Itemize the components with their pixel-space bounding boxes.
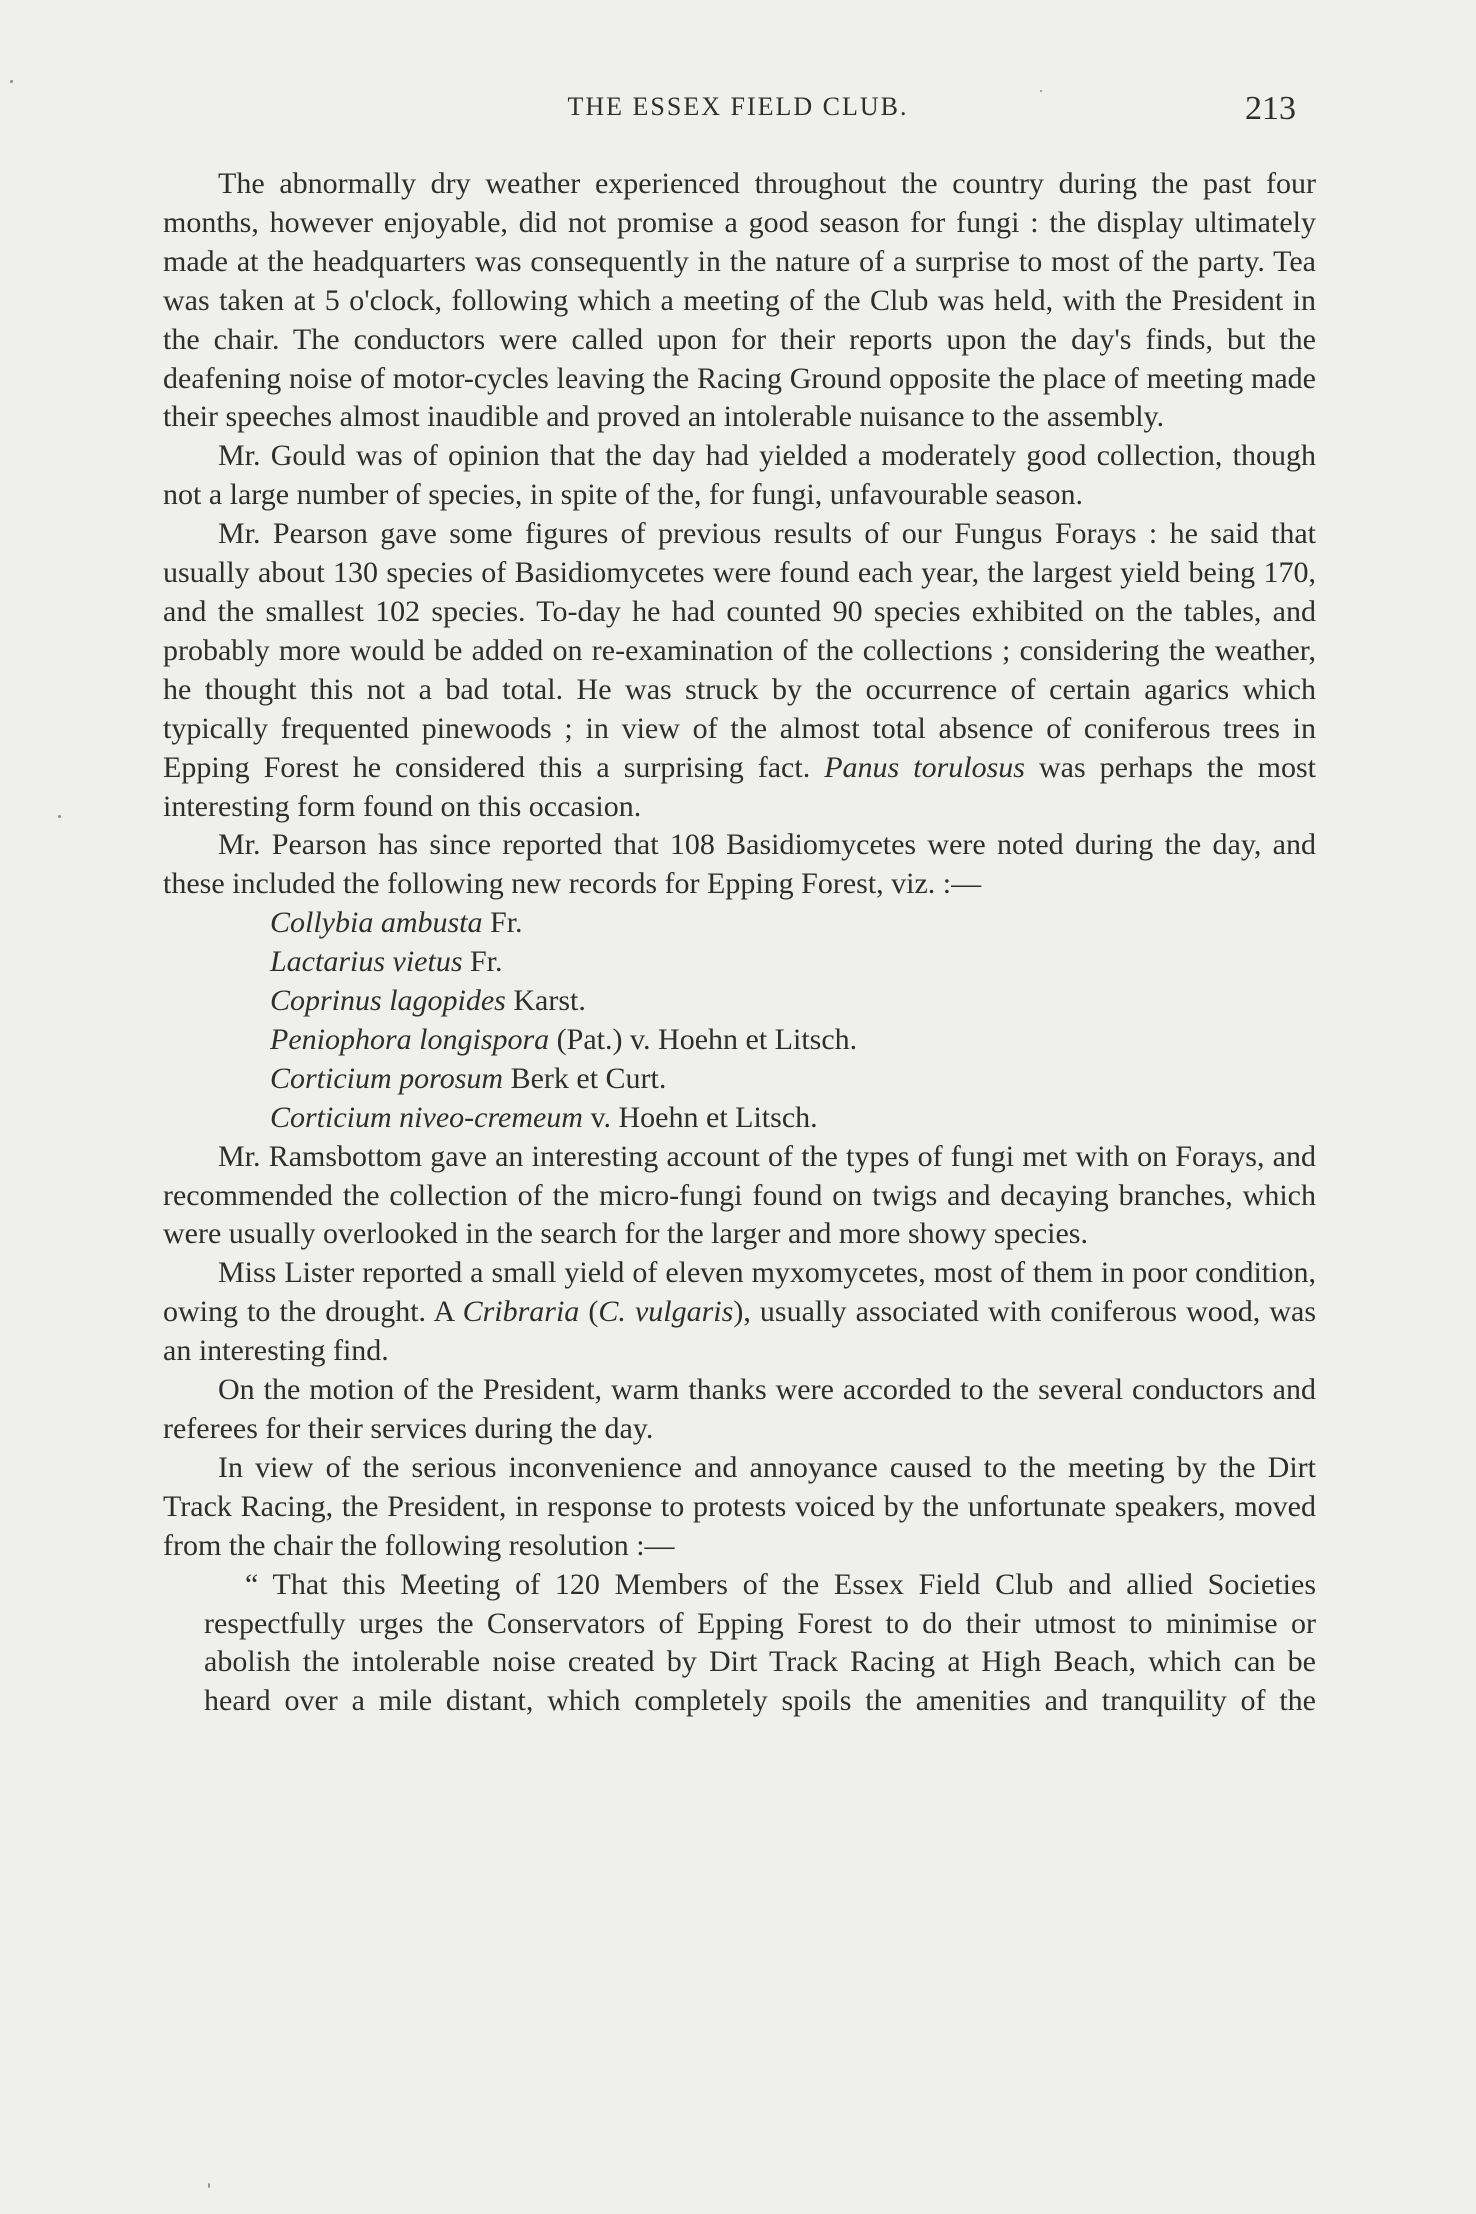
species-name: Collybia ambusta: [270, 906, 483, 940]
paper-speck: [208, 2183, 210, 2188]
paragraph-dirt-track: In view of the serious inconvenience and annoyance caused to the meeting by the Dirt Track Racing, the President, in response to protests voiced by the unfortunate speakers, moved from the chair the following resolution :—: [163, 1450, 1316, 1562]
paragraph-pearson-records: Mr. Pearson has since reported that 108 Basidiomycetes were noted during the day, and these included the following new records for Epping Forest, viz. :—: [163, 828, 1316, 901]
species-name: Peniophora longispora: [270, 1022, 550, 1056]
species-authority: Fr.: [470, 945, 503, 979]
pearson-text: Mr. Pearson gave some figures of previous results of our Fungus Forays : he said that usually about 130 species of Basidiomycetes were found each year, the largest yield being 170, and the smallest 102 species. To-day he had counted 90 species exhibited on the tables, and probably more would be added on re-examination of the collections ; considering the weather, he thought this not a bad total. He was struck by the occurrence of certain agarics which typically frequented pinewoods ; in view of the almost total absence of coniferous trees in Epping Forest he considered this a surprising fact.: [163, 517, 1316, 784]
paren-open: (: [588, 1295, 599, 1329]
list-item: [163, 1099, 1316, 1138]
species-authority: Karst.: [513, 984, 586, 1018]
lister-text-end: ), usually associated with coniferous wood, was an interesting find.: [163, 1295, 1317, 1368]
species-list: [163, 904, 1316, 1137]
paragraph-gould-report: Mr. Gould was of opinion that the day had yielded a moderately good collection, though not a large number of species, in spite of the, for fungi, unfavourable season.: [163, 439, 1316, 512]
paragraph-thanks: On the motion of the President, warm thanks were accorded to the several conductors and referees for their services during the day.: [163, 1373, 1316, 1445]
species-name: Corticium niveo-cremeum: [270, 1100, 583, 1134]
page-header: [0, 90, 1476, 130]
page-number: 213: [1245, 90, 1296, 127]
list-item: [163, 1021, 1316, 1060]
paragraph-ramsbottom: Mr. Ramsbottom gave an interesting account of the types of fungi met with on Forays, and recommended the collection of the micro-fungi found on twigs and decaying branches, which were usually overlooked in the search for the larger and more showy species.: [163, 1139, 1316, 1251]
genus-italic: Cribraria: [462, 1295, 580, 1329]
list-item: [163, 982, 1316, 1021]
species-name-italic: Panus torulosus: [824, 750, 1025, 784]
paper-speck: [10, 80, 13, 83]
species-name: Corticium porosum: [270, 1061, 504, 1095]
list-item: [163, 943, 1316, 982]
species-italic: C. vulgaris: [598, 1295, 734, 1329]
running-title: THE ESSEX FIELD CLUB.: [567, 92, 909, 121]
lister-text: Miss Lister reported a small yield of eleven myxomycetes, most of them in poor condition, owing to the drought. A: [163, 1256, 1316, 1329]
species-authority: Berk et Curt.: [510, 1061, 667, 1095]
species-authority: v. Hoehn et Litsch.: [590, 1100, 818, 1134]
paper-speck: [1040, 90, 1042, 92]
species-authority: Fr.: [490, 906, 523, 940]
body-text: [163, 165, 1316, 1721]
species-authority: (Pat.) v. Hoehn et Litsch.: [556, 1022, 858, 1056]
paragraph-lister: [163, 1254, 1316, 1371]
list-item: [163, 904, 1316, 943]
list-item: [163, 1060, 1316, 1099]
species-name: Coprinus lagopides: [270, 984, 506, 1018]
species-name: Lactarius vietus: [270, 945, 463, 979]
paper-speck: [58, 815, 61, 818]
paragraph-pearson-figures: [163, 515, 1316, 826]
paragraph-fungi-season: The abnormally dry weather experienced throughout the country during the past four months, however enjoyable, did not promise a good season for fungi : the display ultimately made at the headquarters was consequently in the nature of a surprise to most of the party. Tea was taken at 5 o'clock, following which a meeting of the Club was held, with the President in the chair. The conductors were called upon for their reports upon the day's finds, but the deafening noise of motor-cycles leaving the Racing Ground opposite the place of meeting made their speeches almost inaudible and proved an intolerable nuisance to the assembly.: [163, 167, 1316, 434]
resolution-quote: “ That this Meeting of 120 Members of the Essex Field Club and allied Societies respectfully urges the Conservators of Epping Forest to do their utmost to minimise or abolish the intolerable noise created by Dirt Track Racing at High Beach, which can be heard over a mile distant, which completely spoils the amenities and tranquility of the: [204, 1567, 1316, 1718]
pearson-text-end: was perhaps the most interesting form found on this occasion.: [163, 750, 1316, 823]
